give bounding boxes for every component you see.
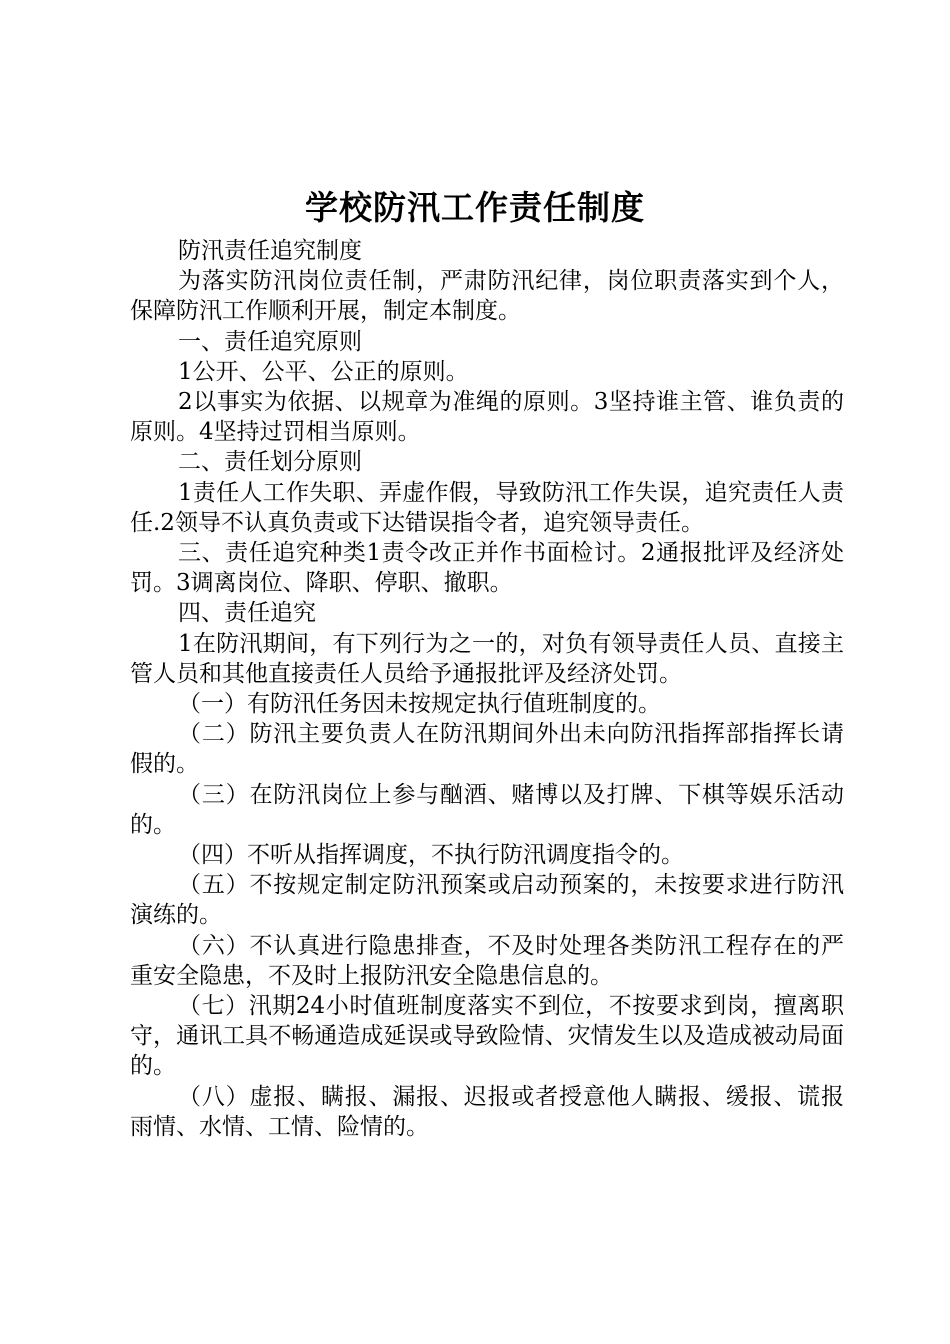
paragraph: （五）不按规定制定防汛预案或启动预案的，未按要求进行防汛演练的。	[130, 872, 844, 929]
paragraph: （七）汛期24小时值班制度落实不到位，不按要求到岗，擅离职守，通讯工具不畅通造成延误或导致险情、灾情发生以及造成被动局面的。	[130, 993, 844, 1080]
paragraph: （四）不听从指挥调度，不执行防汛调度指令的。	[178, 842, 684, 869]
paragraph: （六）不认真进行隐患排查，不及时处理各类防汛工程存在的严重安全隐患，不及时上报防汛安全隐患信息的。	[130, 932, 844, 989]
document-body	[130, 236, 844, 1142]
paragraph: 1责任人工作失职、弄虚作假，导致防汛工作失误，追究责任人责任.2领导不认真负责或下达错误指令者，追究领导责任。	[130, 479, 844, 536]
paragraph: 一、责任追究原则	[178, 328, 362, 355]
paragraph: 四、责任追究	[178, 600, 316, 627]
paragraph: 2以事实为依据、以规章为准绳的原则。3坚持谁主管、谁负责的原则。4坚持过罚相当原则。	[130, 389, 844, 446]
paragraph: 防汛责任追究制度	[178, 238, 362, 264]
paragraph: 1公开、公平、公正的原则。	[178, 358, 469, 385]
paragraph: （三）在防汛岗位上参与酗酒、赌博以及打牌、下棋等娱乐活动的。	[130, 781, 844, 838]
paragraph: 三、责任追究种类1责令改正并作书面检讨。2通报批评及经济处罚。3调离岗位、降职、停职、撤职。	[130, 540, 844, 597]
paragraph: 为落实防汛岗位责任制，严肃防汛纪律，岗位职责落实到个人，保障防汛工作顺利开展，制定本制度。	[130, 268, 844, 325]
paragraph: （一）有防汛任务因未按规定执行值班制度的。	[178, 691, 661, 718]
paragraph: 1在防汛期间，有下列行为之一的，对负有领导责任人员、直接主管人员和其他直接责任人员给予通报批评及经济处罚。	[130, 630, 844, 687]
document-title: 学校防汛工作责任制度	[305, 188, 645, 227]
paragraph: 二、责任划分原则	[178, 449, 362, 476]
paragraph: （八）虚报、瞒报、漏报、迟报或者授意他人瞒报、缓报、谎报雨情、水情、工情、险情的。	[130, 1083, 844, 1140]
paragraph: （二）防汛主要负责人在防汛期间外出未向防汛指挥部指挥长请假的。	[130, 721, 844, 778]
